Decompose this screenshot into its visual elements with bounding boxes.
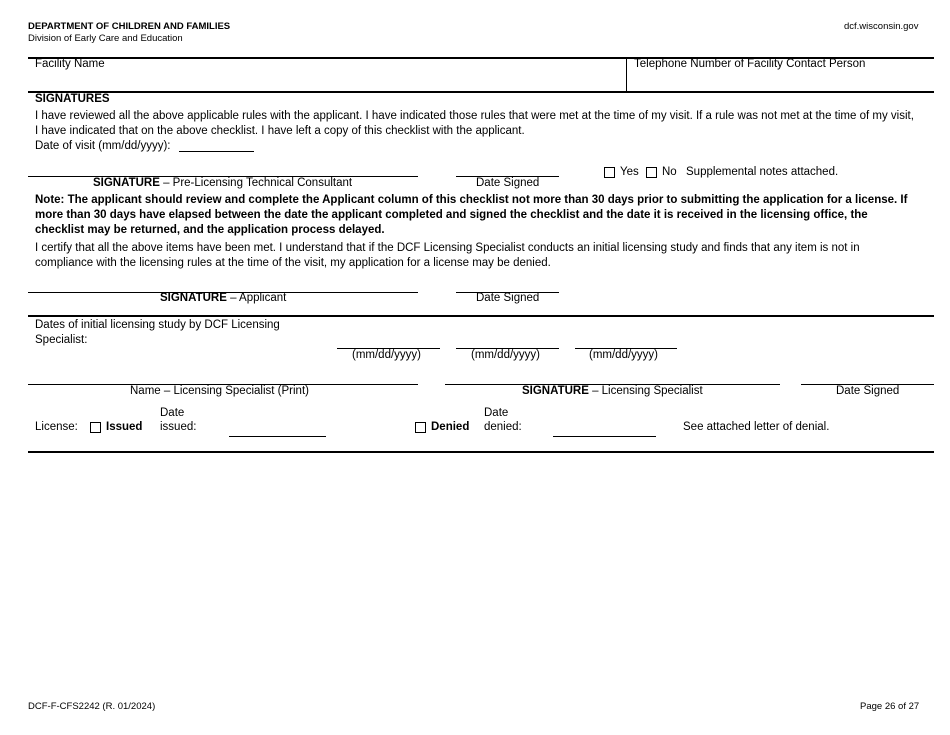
page-number: Page 26 of 27: [860, 701, 920, 712]
denial-letter-note: See attached letter of denial.: [683, 421, 830, 433]
licensing-study-label: Dates of initial licensing study by DCF Licensing: [35, 319, 280, 331]
applicant-statement: I certify that all the above items have been met. I understand that if the DCF Licensing Specialist conducts an initial licensing study and finds that any item is not in compliance with the licensing rules at the time of the visit, my application for a license may be denied.: [35, 242, 860, 269]
consultant-statement: I have reviewed all the above applicable rules with the applicant. I have indicated those rules that were met at the time of my visit. If a rule was not met at the time of my visit, I have indicated that on the above checklist. I have left a copy of this checklist with the applicant.: [35, 110, 914, 137]
form-number: DCF-F-CFS2242 (R. 01/2024): [28, 701, 156, 712]
date-of-visit-label: Date of visit (mm/dd/yyyy):: [35, 140, 171, 152]
no-checkbox[interactable]: [646, 167, 657, 178]
date-of-visit-field[interactable]: [179, 151, 254, 152]
department-name: DEPARTMENT OF CHILDREN AND FAMILIES: [28, 21, 231, 32]
signatures-heading: SIGNATURES: [35, 93, 110, 105]
license-label: License:: [35, 421, 78, 433]
column-divider: [626, 58, 627, 91]
signature-bold: SIGNATURE: [160, 292, 227, 304]
signature-bold: SIGNATURE: [522, 385, 589, 397]
supplemental-notes-label: Supplemental notes attached.: [686, 166, 839, 178]
applicant-signature-label: [160, 292, 286, 304]
no-label: No: [662, 166, 677, 178]
issued-date-label: issued:: [160, 421, 197, 433]
divider-line: [28, 315, 934, 317]
consultant-signature-label: [93, 177, 352, 189]
denied-label: Denied: [431, 421, 470, 433]
date-format-hint: (mm/dd/yyyy): [589, 349, 658, 361]
date-signed-label: Date Signed: [836, 385, 900, 397]
signature-role: – Licensing Specialist: [588, 385, 703, 397]
denied-date-field[interactable]: [553, 436, 656, 437]
specialist-name-label: Name – Licensing Specialist (Print): [130, 385, 309, 397]
date-signed-label: Date Signed: [476, 292, 540, 304]
yes-checkbox[interactable]: [604, 167, 615, 178]
denied-checkbox[interactable]: [415, 422, 426, 433]
licensing-study-label-cont: Specialist:: [35, 334, 88, 346]
divider-line: [28, 91, 934, 93]
date-format-hint: (mm/dd/yyyy): [352, 349, 421, 361]
date-format-hint: (mm/dd/yyyy): [471, 349, 540, 361]
issued-checkbox[interactable]: [90, 422, 101, 433]
facility-name-label: Facility Name: [35, 58, 105, 70]
yes-label: Yes: [620, 166, 639, 178]
date-label: Date: [160, 407, 185, 419]
division-name: Division of Early Care and Education: [28, 33, 183, 44]
denied-date-label: denied:: [484, 421, 522, 433]
signature-bold: SIGNATURE: [93, 177, 160, 189]
website-link[interactable]: dcf.wisconsin.gov: [844, 21, 919, 32]
issued-date-field[interactable]: [229, 436, 326, 437]
specialist-signature-label: [522, 385, 703, 397]
divider-line: [28, 451, 934, 453]
signature-role: – Pre-Licensing Technical Consultant: [159, 177, 353, 189]
applicant-note: Note: The applicant should review and complete the Applicant column of this checklist not more than 30 days prior to submitting the application for a license. If more than 30 days have elapsed between the date the applicant completed and signed the checklist and the date it is received in the licensing office, the checklist may be returned, and the application process delayed.: [35, 194, 908, 236]
issued-label: Issued: [106, 421, 143, 433]
date-label: Date: [484, 407, 509, 419]
signature-role: – Applicant: [226, 292, 287, 304]
date-signed-label: Date Signed: [476, 177, 540, 189]
facility-phone-label: Telephone Number of Facility Contact Person: [634, 58, 866, 70]
